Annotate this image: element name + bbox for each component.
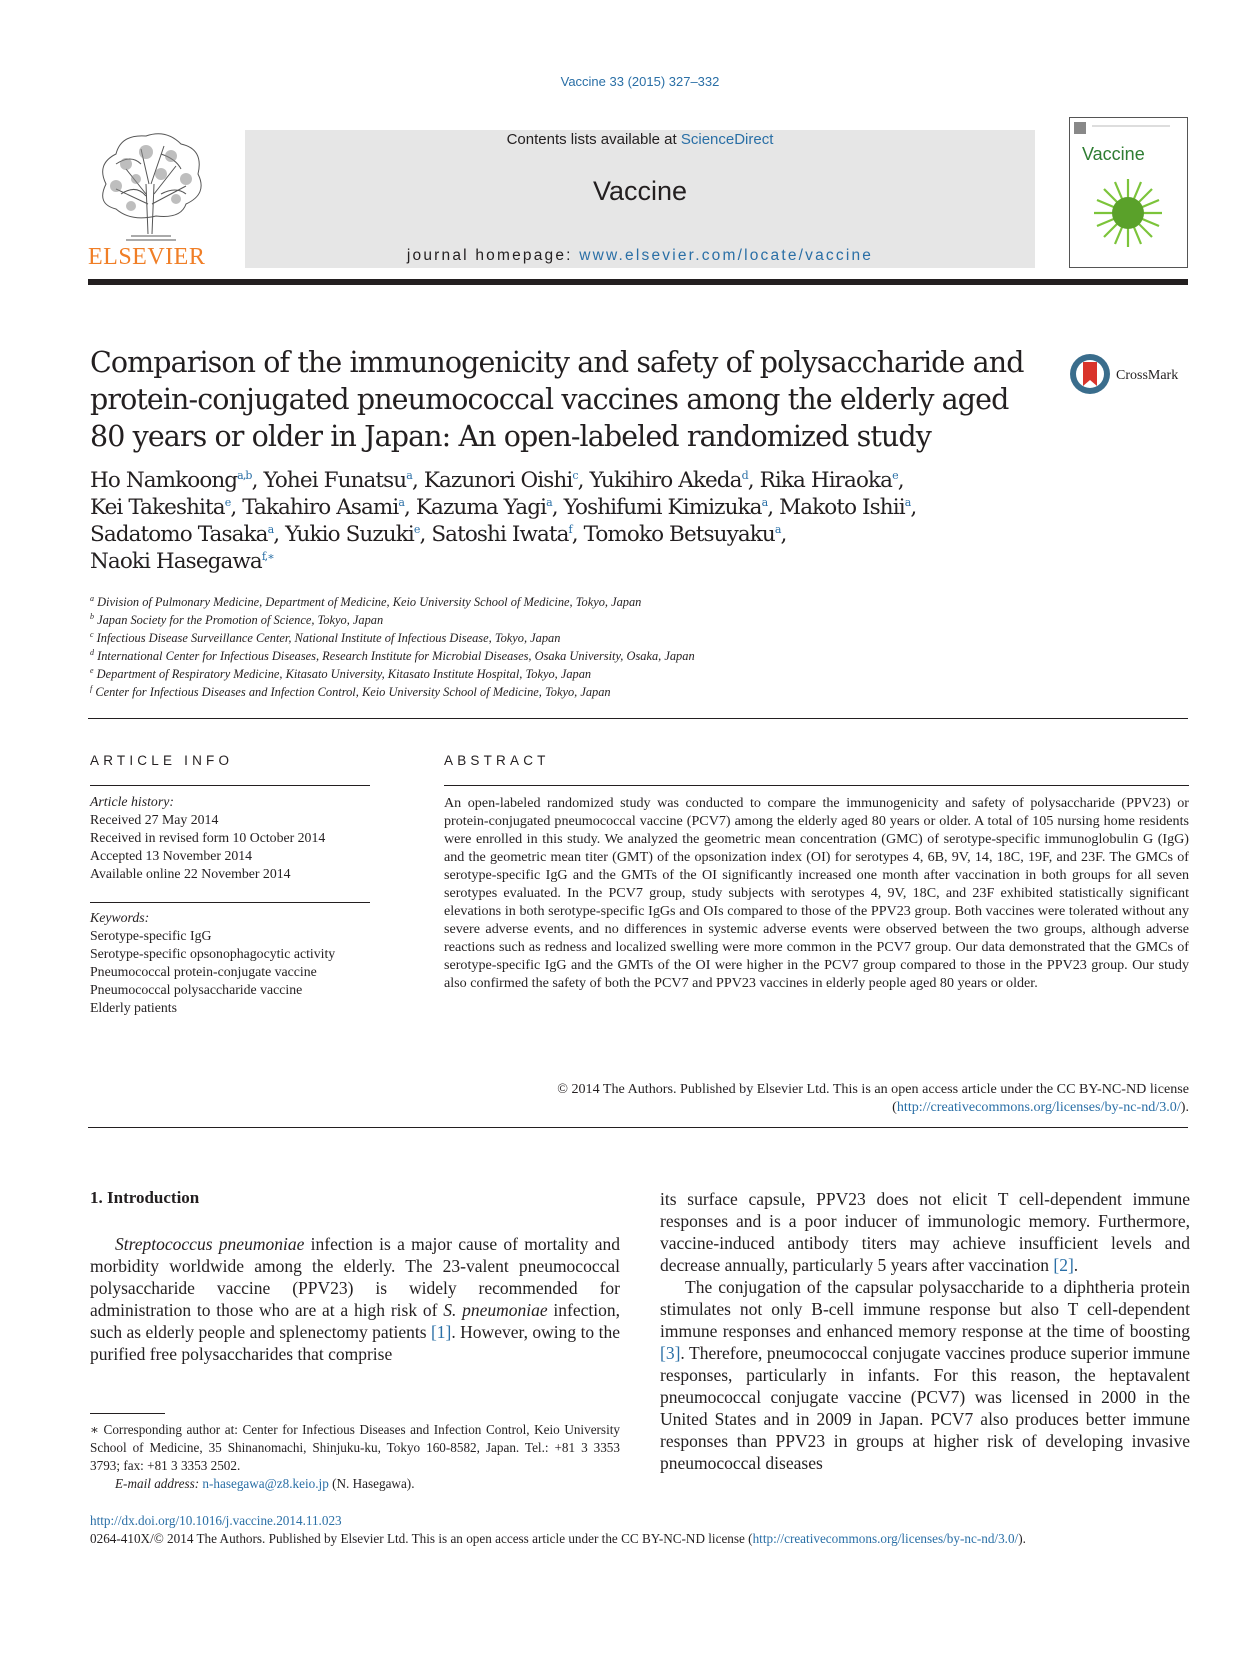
affiliation-item [90,593,1090,611]
keyword-item: Serotype-specific opsonophagocytic activity [90,946,336,961]
intro-paragraph-2 [660,1276,1190,1474]
affiliation-item [90,647,1090,665]
email-suffix: (N. Hasegawa). [328,1476,415,1491]
affiliation-key: c [90,629,94,639]
abstract-rule [444,785,1189,786]
affiliation-key: f [90,683,93,693]
author-affiliation-marker[interactable]: f,∗ [261,549,274,563]
affiliation-key: d [90,647,94,657]
affiliation-item [90,683,1090,701]
copyright-text: © 2014 The Authors. Published by Elsevier Ltd. This is an open access article under the CC BY-NC-ND license ( [557,1081,1189,1115]
paragraph-text: . Therefore, pneumococcal conjugate vaccines produce superior immune responses, particularly in infants. For this reason, the heptavalent pneumococcal conjugate vaccine (PCV7) was licensed in 2000 in the United States and in 2009 in Japan. PCV7 also produces better immune responses than PPV23 in groups at higher risk of developing invasive pneumococcal diseases [660,1343,1190,1473]
footnote-rule [90,1413,165,1414]
history-item: Received in revised form 10 October 2014 [90,830,326,845]
article-info-rule [90,785,370,786]
affiliation-text: Division of Pulmonary Medicine, Department of Medicine, Keio University School of Medicine, Tokyo, Japan [97,595,642,609]
author-name: Satoshi Iwata [431,522,569,547]
affiliation-text: Japan Society for the Promotion of Science, Tokyo, Japan [97,613,384,627]
author-affiliation-marker[interactable]: a [267,522,274,536]
author-affiliation-marker[interactable]: d [741,468,748,482]
journal-name: Vaccine [592,176,688,206]
affiliation-key: a [90,593,94,603]
header-rule [88,279,1188,285]
affiliation-key: e [90,665,94,675]
affiliation-text: Infectious Disease Surveillance Center, National Institute of Infectious Disease, Tokyo, Japan [96,631,561,645]
intro-paragraph-1 [90,1233,620,1365]
history-label: Article history: [90,794,174,809]
elsevier-wordmark: ELSEVIER [88,244,206,270]
paragraph-text: . However, owing to the purified free polysaccharides that comprise [90,1322,620,1364]
affiliation-text: International Center for Infectious Diseases, Research Institute for Microbial Diseases, Osaka University, Osaka, Japan [97,649,695,663]
author-name: Yohei Funatsu [263,468,407,493]
author-affiliation-marker[interactable]: a,b [237,468,252,482]
doi-link[interactable]: http://dx.doi.org/10.1016/j.vaccine.2014.11.023 [90,1513,342,1528]
author-name: Tomoko Betsuyaku [583,522,775,547]
author-list: Ho Namkoong$^{a,b}$, Yohei Funatsu$^a$, Kazunori Oishi$^c$, Yukihiro Akeda$^d$, Rika Hiraoka$^e$, Kei Takeshita$^e$, Takahiro Asami$^a$, Kazuma Yagi$^a$, Yoshifumi Kimizuka$^a$, Makoto Ishii$^a$, Sadatomo Tasaka$^a$, Yukio Suzuki$^e$, Satoshi Iwata$^f$, Tomoko Betsuyaku$^a$, Naoki Hasegawa$^{f,∗}$ [90,468,917,574]
body-column-left [90,1233,620,1365]
author-affiliation-marker[interactable]: a [406,468,412,482]
keyword-item: Elderly patients [90,1000,177,1015]
author-name: Takahiro Asami [242,495,399,520]
footer-license-link[interactable]: http://creativecommons.org/licenses/by-nc-nd/3.0/ [752,1531,1019,1546]
copyright-suffix: ). [1180,1099,1189,1115]
abstract-heading: ABSTRACT [444,753,550,768]
keywords-list [90,909,370,1017]
paragraph-text: The conjugation of the capsular polysaccharide to a diphtheria protein stimulates not only B-cell immune response but also T cell-dependent immune responses and enhanced memory response at the time of boosting [660,1277,1190,1341]
affiliation-key: b [90,611,94,621]
contents-prefix: Contents lists available at [506,131,681,148]
article-history [90,793,370,883]
history-item: Received 27 May 2014 [90,812,219,827]
issn-line [90,1531,1190,1547]
footnote-text: ∗ Corresponding author at: Center for Infectious Diseases and Infection Control, Keio University School of Medicine, 35 Shinanomachi, Shinjuku-ku, Tokyo 160-8582, Japan. Tel.: +81 3 3353 3793; fax: +81 3 3353 2502. [90,1422,620,1473]
body-column-right [660,1188,1190,1474]
email-link[interactable]: n-hasegawa@z8.keio.jp [202,1476,329,1491]
introduction-heading: 1. Introduction [90,1188,200,1207]
cover-title: Vaccine [1082,144,1145,164]
affiliation-item [90,629,1090,647]
author-affiliation-marker[interactable]: e [224,495,231,509]
affiliation-item [90,611,1090,629]
author-affiliation-marker[interactable]: a [904,495,911,509]
author-name: Kazuma Yagi [415,495,547,520]
author-affiliation-marker[interactable]: c [572,468,578,482]
affiliation-list [90,593,1090,701]
affiliation-text: Department of Respiratory Medicine, Kitasato University, Kitasato Institute Hospital, Tokyo, Japan [96,667,592,681]
homepage-link[interactable]: www.elsevier.com/locate/vaccine [579,247,874,264]
history-item: Accepted 13 November 2014 [90,848,253,863]
keyword-item: Pneumococcal protein-conjugate vaccine [90,964,317,979]
author-affiliation-marker[interactable]: e [892,468,898,482]
keyword-item: Pneumococcal polysaccharide vaccine [90,982,303,997]
crossmark-label: CrossMark [1116,368,1179,383]
keyword-item: Serotype-specific IgG [90,928,212,943]
sciencedirect-link[interactable]: ScienceDirect [680,131,774,148]
abstract-bottom-rule [88,1127,1188,1128]
author-affiliation-marker[interactable]: e [413,522,420,536]
author-name: Kei Takeshita [90,495,225,520]
journal-cover-image [1069,117,1188,268]
article-info-heading: ARTICLE INFO [90,753,234,768]
paragraph-text: infection, such as elderly people and splenectomy patients [90,1300,621,1342]
author-name: Sadatomo Tasaka [90,522,268,547]
homepage-prefix: journal homepage: [406,247,580,264]
author-name: Yukio Suzuki [285,522,414,547]
issn-suffix: ). [1018,1531,1026,1546]
elsevier-logo [86,124,216,270]
issn-text: 0264-410X/© 2014 The Authors. Published by Elsevier Ltd. This is an open access article under the CC BY-NC-ND license ( [90,1531,753,1546]
species-name: Streptococcus pneumoniae [115,1234,305,1254]
author-affiliation-marker[interactable]: a [761,495,768,509]
abstract-copyright [444,1080,1189,1116]
affiliation-item [90,665,1090,683]
intro-paragraph-1-cont [660,1188,1190,1276]
author-name: Kazunori Oishi [423,468,573,493]
article-title: Comparison of the immunogenicity and safety of polysaccharide and protein-conjugated pneumococcal vaccines among the elderly aged 80 years or older in Japan: An open-labeled randomized study [90,346,1024,453]
author-name: Naoki Hasegawa [90,549,262,574]
reference-link[interactable]: [1] [430,1322,452,1342]
paragraph-text: infection is a major cause of mortality and morbidity worldwide among the elderly. The 23-valent pneumococcal polysaccharide vaccine (PPV23) is widely recommended for administration to those who are at a high risk of [90,1234,620,1320]
journal-citation[interactable]: Vaccine 33 (2015) 327–332 [560,74,720,89]
paragraph-text: its surface capsule, PPV23 does not elicit T cell-dependent immune responses and is a poor inducer of immunologic memory. Furthermore, vaccine-induced antibody titers may achieve insufficient levels and decrease annually, particularly 5 years after vaccination [660,1189,1190,1275]
author-affiliation-marker[interactable]: a [774,522,781,536]
footnote-email-line [90,1475,620,1493]
history-item: Available online 22 November 2014 [90,866,291,881]
author-affiliation-marker[interactable]: a [398,495,405,509]
reference-link[interactable]: [3] [660,1343,681,1363]
author-name: Yukihiro Akeda [589,468,742,493]
author-name: Rika Hiraoka [759,468,893,493]
journal-homepage-line [245,247,1035,265]
species-name: S. pneumoniae [443,1300,548,1320]
history-rule [90,902,370,903]
author-affiliation-marker[interactable]: f [568,522,572,536]
section-rule [88,718,1188,719]
paragraph-text: . [1073,1255,1079,1275]
keywords-label: Keywords: [90,910,150,925]
author-name: Makoto Ishii [779,495,905,520]
author-name: Yoshifumi Kimizuka [563,495,762,520]
contents-available-line [245,131,1035,148]
license-link[interactable]: http://creativecommons.org/licenses/by-nc-nd/3.0/ [896,1099,1181,1115]
abstract-text: An open-labeled randomized study was conducted to compare the immunogenicity and safety of polysaccharide (PPV23) or protein-conjugated pneumococcal vaccine (PCV7) among the elderly aged 80 years or older. A total of 105 nursing home residents were enrolled in this study. We analyzed the geometric mean concentration (GMC) of serotype-specific immunoglobulin G (IgG) and the geometric mean titer (GMT) of the opsonization index (OI) for serotypes 4, 6B, 9V, 14, 18C, 19F, and 23F. The GMCs of serotype-specific IgG and the GMTs of the OI significantly increased one month after vaccination in both groups for all seven serotypes evaluated. In the PCV7 group, study subjects with serotypes 4, 9V, 18C, and 23F exhibited statistically significant elevations in both serotype-specific IgGs and OIs compared to those of the PPV23 group. Both vaccines were tolerated without any severe adverse events, and no differences in systemic adverse events were observed between the two groups, although adverse reactions such as redness and localized swelling were more common in the PCV7 group. Our data demonstrated that the GMCs of serotype-specific IgG and the GMTs of the OI were higher in the PCV7 group compared to those in the PPV23 group. Our study also confirmed the safety of both the PCV7 and PPV23 vaccines in elderly people aged 80 years or older. [444,795,1189,991]
reference-link[interactable]: [2] [1053,1255,1074,1275]
author-affiliation-marker[interactable]: a [546,495,552,509]
author-name: Ho Namkoong [90,468,238,493]
corresponding-author-footnote [90,1421,620,1493]
email-label: E-mail address: [115,1476,203,1491]
crossmark-badge[interactable] [1068,350,1198,398]
affiliation-text: Center for Infectious Diseases and Infection Control, Keio University School of Medicine, Tokyo, Japan [95,685,611,699]
